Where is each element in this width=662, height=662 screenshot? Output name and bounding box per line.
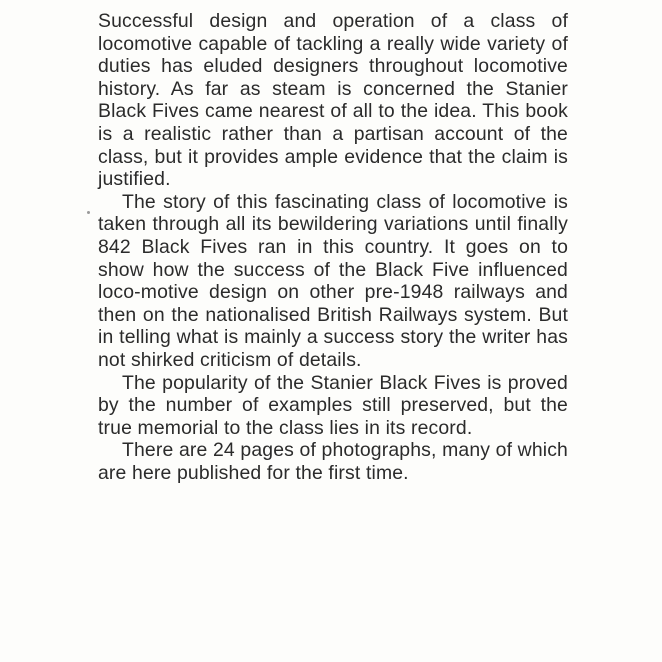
blurb-text	[98, 10, 568, 484]
paragraph-1: Successful design and operation of a class of locomotive capable of tackling a really wide variety of duties has eluded designers throughout locomotive history. As far as steam is concerned the Stanier Black Fives came nearest of all to the idea. This book is a realistic rather than a partisan account of the class, but it provides ample evidence that the claim is justified.	[98, 10, 568, 191]
print-speck	[87, 211, 90, 214]
paragraph-3: The popularity of the Stanier Black Fives is proved by the number of examples still preserved, but the true memorial to the class lies in its record.	[98, 371, 568, 439]
paragraph-2: The story of this fascinating class of locomotive is taken through all its bewildering variations until finally 842 Black Fives ran in this country. It goes on to show how the success of the Black Five influenced loco-motive design on other pre-1948 railways and then on the nationalised British Railways system. But in telling what is mainly a success story the writer has not shirked criticism of details.	[98, 190, 568, 371]
paragraph-4: There are 24 pages of photographs, many of which are here published for the first time.	[98, 439, 568, 484]
